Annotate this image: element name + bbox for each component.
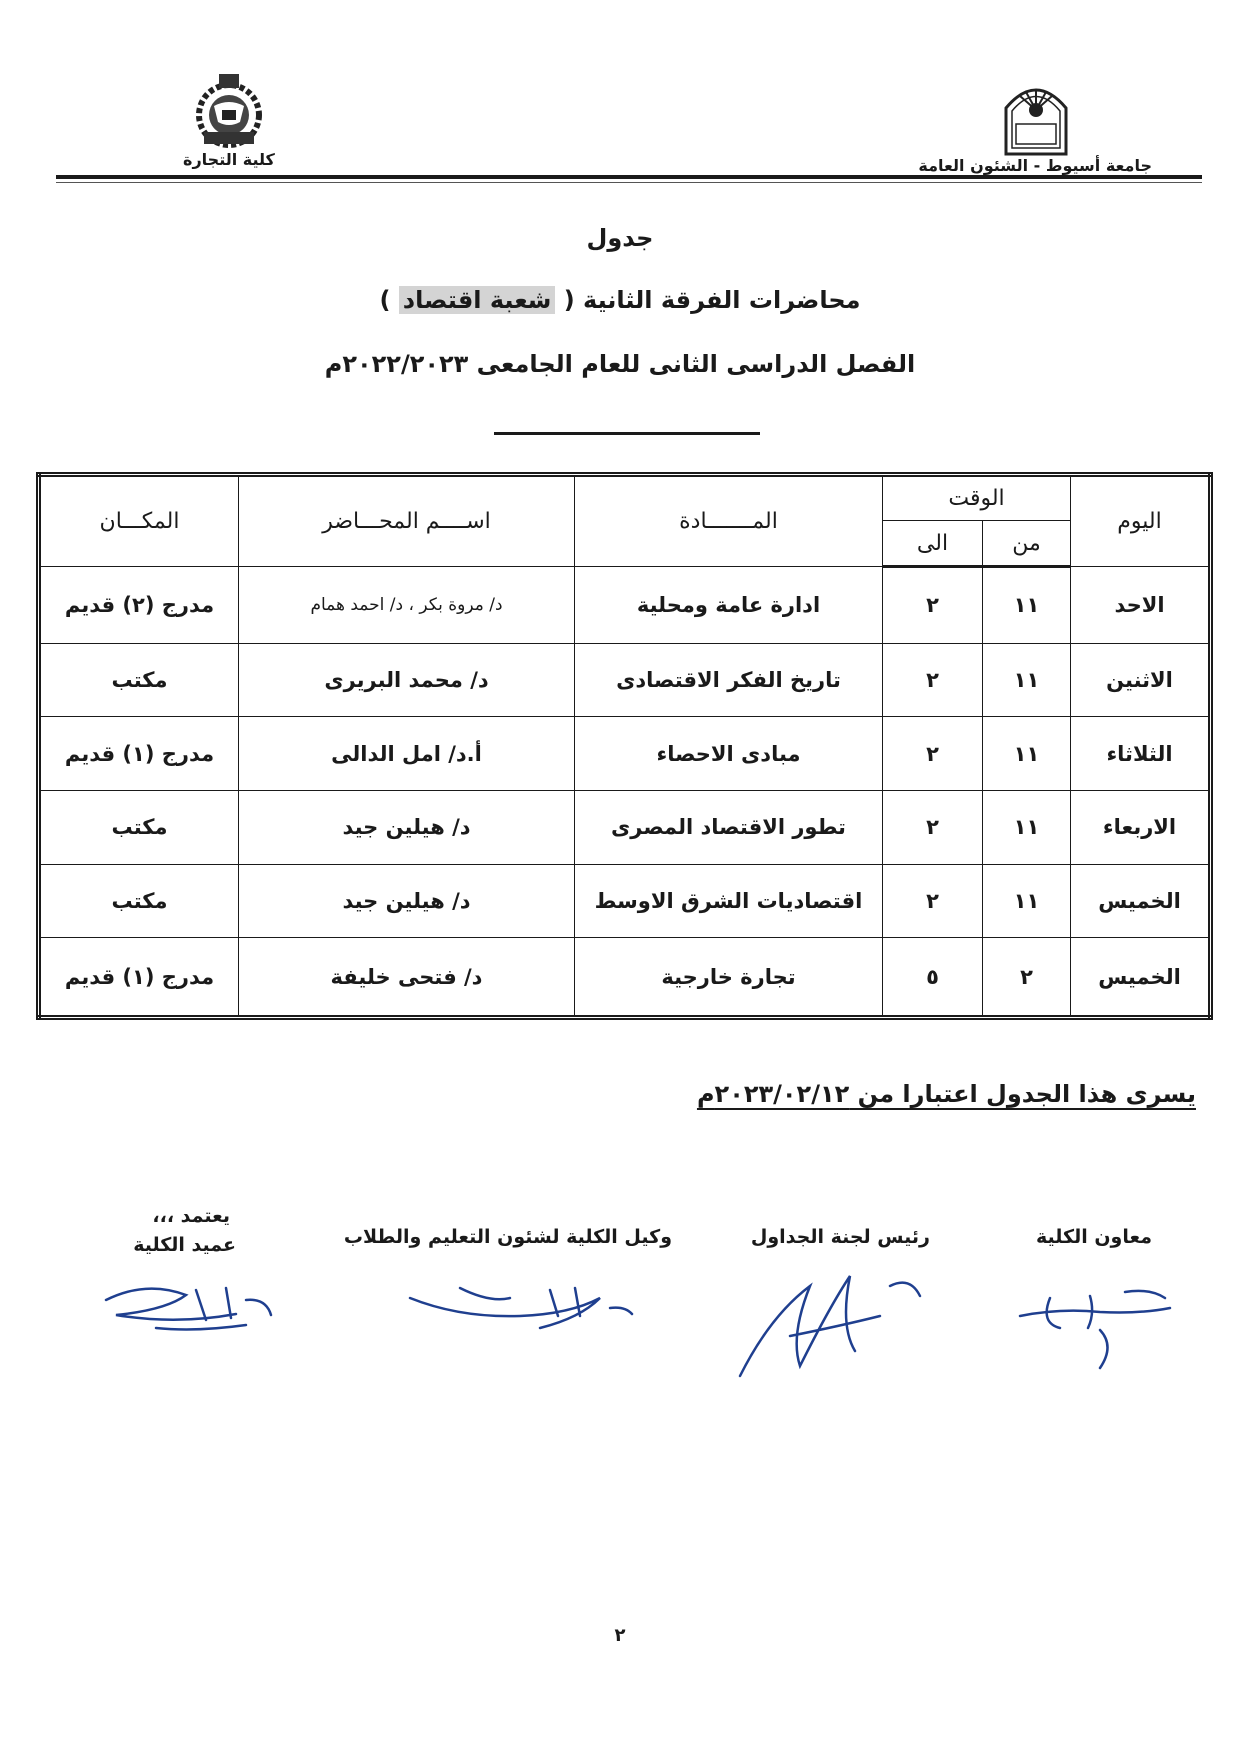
table-row <box>39 938 1211 1018</box>
cell-subject: مبادى الاحصاء <box>575 717 883 791</box>
signature-dean-icon <box>96 1270 276 1350</box>
cell-from: ١١ <box>983 643 1071 717</box>
cell-day: الخميس <box>1071 938 1211 1018</box>
cell-from: ١١ <box>983 717 1071 791</box>
signature-vice-icon <box>1000 1268 1190 1378</box>
header-to: الى <box>883 521 983 567</box>
title-underline <box>494 432 760 435</box>
faculty-emblem-icon <box>184 70 274 150</box>
cell-subject: تطور الاقتصاد المصرى <box>575 791 883 865</box>
cell-day: الاحد <box>1071 567 1211 644</box>
cell-subject: تجارة خارجية <box>575 938 883 1018</box>
cell-to: ٢ <box>883 643 983 717</box>
cell-from: ١١ <box>983 864 1071 938</box>
cell-to: ٢ <box>883 717 983 791</box>
cell-to: ٢ <box>883 864 983 938</box>
cell-to: ٥ <box>883 938 983 1018</box>
header-day: اليوم <box>1071 475 1211 567</box>
cell-lecturer: د/ مروة بكر ، د/ احمد همام <box>239 567 575 644</box>
cell-lecturer: د/ هيلين جيد <box>239 791 575 865</box>
cell-subject: اقتصاديات الشرق الاوسط <box>575 864 883 938</box>
subtitle-division: شعبة اقتصاد <box>399 286 556 314</box>
subtitle-suffix: ) <box>379 286 399 314</box>
university-logo-icon <box>1000 78 1072 156</box>
cell-place: مدرج (١) قديم <box>39 938 239 1018</box>
header-from: من <box>983 521 1071 567</box>
signature-committee-icon <box>730 1256 930 1386</box>
cell-from: ١١ <box>983 791 1071 865</box>
cell-day: الاثنين <box>1071 643 1211 717</box>
signature-deputy-icon <box>400 1268 640 1338</box>
cell-to: ٢ <box>883 791 983 865</box>
cell-day: الخميس <box>1071 864 1211 938</box>
cell-lecturer: د/ هيلين جيد <box>239 864 575 938</box>
cell-place: مدرج (٢) قديم <box>39 567 239 644</box>
signature-label-committee: رئيس لجنة الجداول <box>750 1226 930 1248</box>
signature-label-vice: معاون الكلية <box>1036 1226 1152 1248</box>
header-time: الوقت <box>883 475 1071 521</box>
cell-day: الاربعاء <box>1071 791 1211 865</box>
document-subtitle <box>0 286 1240 314</box>
signature-label-approve: يعتمد ،،، <box>152 1205 230 1227</box>
university-department: جامعة أسيوط - الشئون العامة <box>918 156 1152 175</box>
cell-lecturer: أ.د/ امل الدالى <box>239 717 575 791</box>
effective-date-note: يسرى هذا الجدول اعتبارا من ٢٠٢٣/٠٢/١٢م <box>696 1080 1196 1108</box>
header-divider <box>56 175 1202 179</box>
semester-line: الفصل الدراسى الثانى للعام الجامعى ٢٠٢٢/٢٠٢٣م <box>324 350 916 378</box>
cell-lecturer: د/ محمد البريرى <box>239 643 575 717</box>
signature-label-dean: عميد الكلية <box>133 1234 236 1256</box>
schedule-table <box>36 472 1213 1020</box>
cell-place: مكتب <box>39 864 239 938</box>
header-place: المكـــان <box>39 475 239 567</box>
cell-place: مدرج (١) قديم <box>39 717 239 791</box>
signature-label-deputy: وكيل الكلية لشئون التعليم والطلاب <box>343 1226 672 1248</box>
header-lecturer: اســــم المحـــاضر <box>239 475 575 567</box>
cell-subject: تاريخ الفكر الاقتصادى <box>575 643 883 717</box>
cell-place: مكتب <box>39 791 239 865</box>
page-number: ٢ <box>614 1625 626 1646</box>
table-row <box>39 567 1211 644</box>
document-title: جدول <box>586 224 654 252</box>
cell-from: ١١ <box>983 567 1071 644</box>
cell-day: الثلاثاء <box>1071 717 1211 791</box>
faculty-name: كلية التجارة <box>183 150 275 169</box>
cell-place: مكتب <box>39 643 239 717</box>
header-subject: المـــــــادة <box>575 475 883 567</box>
table-row <box>39 643 1211 717</box>
table-row <box>39 791 1211 865</box>
cell-subject: ادارة عامة ومحلية <box>575 567 883 644</box>
cell-from: ٢ <box>983 938 1071 1018</box>
table-row <box>39 717 1211 791</box>
cell-to: ٢ <box>883 567 983 644</box>
subtitle-prefix: محاضرات الفرقة الثانية ( <box>555 286 861 314</box>
header-divider-thin <box>56 182 1202 183</box>
cell-lecturer: د/ فتحى خليفة <box>239 938 575 1018</box>
table-row <box>39 864 1211 938</box>
